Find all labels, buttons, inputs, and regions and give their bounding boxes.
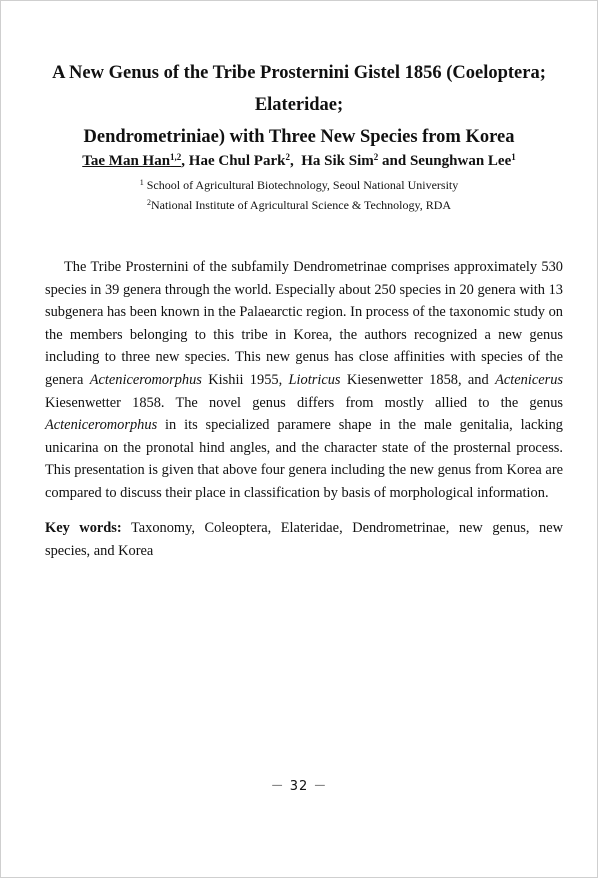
affiliation-2: [1, 198, 597, 213]
abstract-text-4: Kiesenwetter 1858. The novel genus differs from mostly allied to the genus: [45, 394, 563, 411]
affiliation-1: [1, 178, 597, 193]
author-list: Tae Man Han$^{1,2}$, Hae Chul Park$^2$, Ha Sik Sim$^2$ and Seunghwan Lee$^1$: [82, 152, 516, 169]
affiliation-1-text: School of Agricultural Biotechnology, Seoul National University: [146, 178, 459, 192]
author-3: [301, 153, 378, 169]
affiliation-2-text: National Institute of Agricultural Science & Technology, RDA: [150, 198, 452, 212]
title-line-2: Dendrometriniae) with Three New Species from Korea: [83, 127, 515, 147]
genus-name-2: Liotricus: [288, 371, 341, 388]
author-2: [189, 153, 290, 169]
abstract-text-5: in its specialized paramere shape in the male genitalia, lacking unicarina on the pronotal hind angles, and the character state of the prosternal process. This presentation is given that above four genera including the new genus from Korea are compared to discuss their place in classification by basis of morphological information.: [45, 417, 563, 501]
genus-name-3: Actenicerus: [495, 371, 563, 388]
author-1-name: Tae Man Han: [82, 153, 171, 169]
page-number: － 32 －: [270, 779, 328, 794]
keywords-label: Key words:: [45, 520, 122, 536]
author-3-affil: 2: [373, 152, 379, 162]
author-1-affil: 1,2: [170, 152, 182, 162]
paper-title: [31, 57, 567, 153]
abstract-text-2: Kishii 1955,: [201, 371, 289, 388]
author-1: [82, 153, 181, 169]
author-3-name: Ha Sik Sim: [301, 153, 374, 169]
abstract-text-3: Kiesenwetter 1858, and: [340, 371, 496, 388]
author-2-name: Hae Chul Park: [188, 153, 286, 169]
keywords-text: Taxonomy, Coleoptera, Elateridae, Dendrometrinae, new genus, new species, and Korea: [45, 520, 564, 559]
title-line-1: A New Genus of the Tribe Prosternini Gistel 1856 (Coeloptera; Elateridae;: [52, 63, 546, 115]
author-2-affil: 2: [285, 152, 290, 162]
keywords-paragraph: [45, 517, 563, 562]
author-4-name: Seunghwan Lee: [409, 153, 512, 169]
affiliation-1-marker: 1: [139, 178, 144, 187]
author-4-affil: 1: [511, 152, 516, 162]
genus-name-4: Acteniceromorphus: [45, 417, 158, 434]
affiliation-2-marker: 2: [146, 198, 151, 207]
genus-name-1: Acteniceromorphus: [89, 371, 202, 388]
abstract-paragraph: [45, 256, 563, 505]
author-4: [410, 153, 516, 169]
abstract-text-1: The Tribe Prosternini of the subfamily Dendrometrinae comprises approximately 530 species in 39 genera through the world. Especially about 250 species in 20 genera with 13 subgenera has been known in the Palaearctic region. In process of the taxonomic study on the members belonging to this tribe in Korea, the authors recognized a new genus including to three new species. This new genus has close affinities with species of the genera: [45, 259, 563, 388]
